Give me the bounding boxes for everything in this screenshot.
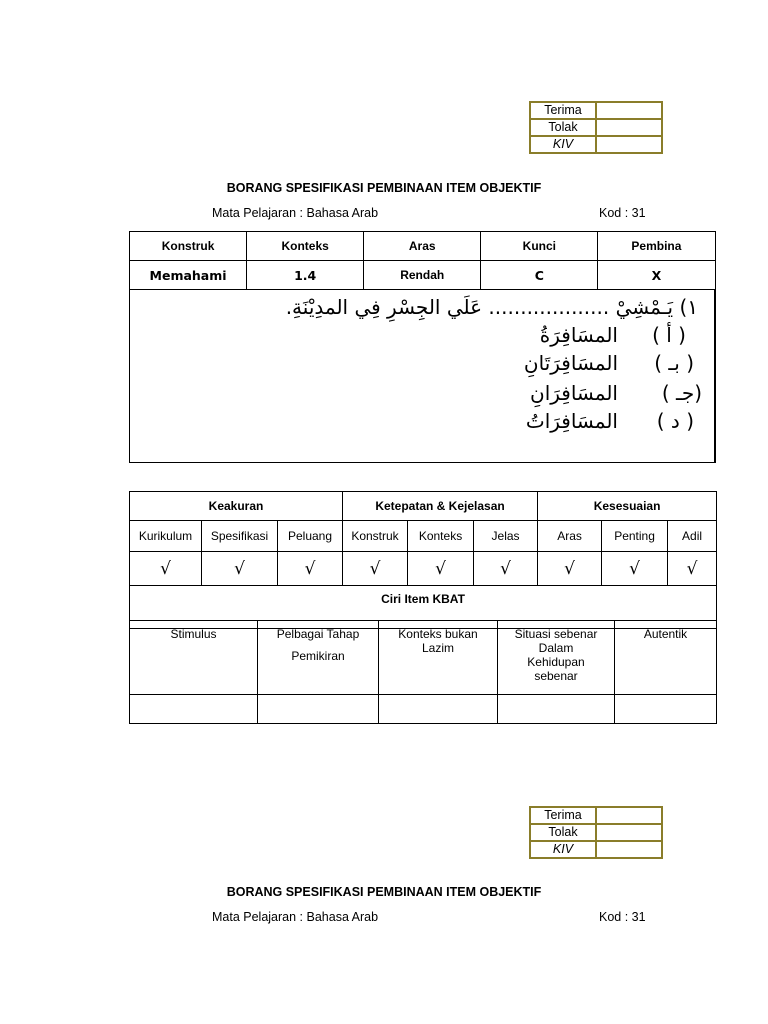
criteria-konteks: Konteks (408, 521, 474, 552)
question-stem (286, 295, 698, 319)
kbat-situasi-line1: Situasi sebenar (514, 627, 598, 641)
question-area (129, 290, 716, 464)
status-kiv-label: KIV (530, 136, 596, 153)
kbat-konteks-line1: Konteks bukan (398, 627, 478, 641)
kbat-situasi-entry[interactable] (498, 695, 615, 724)
group-ketepatan: Ketepatan & Kejelasan (343, 492, 538, 521)
kbat-pelbagai-spacer (258, 641, 378, 649)
option-b-text: المسَافِرَتَانِ (523, 351, 618, 375)
header-konteks: Konteks (247, 232, 364, 261)
code-label: Kod : 31 (599, 206, 646, 220)
option-d-label: ( د ) (656, 409, 694, 433)
check-penting[interactable]: √ (602, 552, 668, 586)
question-text: يَـمْشِيْ ................... عَلَي الجِسْرِ فِي المدِيْنَةِ. (285, 295, 674, 319)
check-adil[interactable]: √ (668, 552, 717, 586)
kbat-situasi-line3: Kehidupan (527, 655, 585, 669)
option-c-text: المسَافِرَانِ (530, 381, 618, 405)
status2-kiv-label: KIV (530, 841, 596, 858)
status-terima-box[interactable] (596, 102, 662, 119)
check-spesifikasi[interactable]: √ (202, 552, 278, 586)
kbat-konteks-entry[interactable] (379, 695, 498, 724)
status2-terima-label: Terima (530, 807, 596, 824)
status2-terima-box[interactable] (596, 807, 662, 824)
group-keakuran: Keakuran (130, 492, 343, 521)
header-konstruk: Konstruk (130, 232, 247, 261)
group-kesesuaian: Kesesuaian (538, 492, 717, 521)
check-konstruk[interactable]: √ (343, 552, 408, 586)
option-c-label: (جـ ) (661, 381, 702, 405)
kbat-autentik-label: Autentik (643, 627, 688, 641)
criteria-spesifikasi: Spesifikasi (202, 521, 278, 552)
option-a-text: المسَافِرَةُ (539, 323, 618, 347)
value-konstruk: Memahami (130, 261, 247, 290)
kbat-table (129, 620, 717, 724)
criteria-kurikulum: Kurikulum (130, 521, 202, 552)
status-tolak-label: Tolak (530, 119, 596, 136)
kbat-konteks-bukan-lazim (379, 621, 498, 695)
kbat-situasi-line2: Dalam (538, 641, 574, 655)
criteria-konstruk: Konstruk (343, 521, 408, 552)
check-jelas[interactable]: √ (474, 552, 538, 586)
subject-label: Mata Pelajaran : Bahasa Arab (212, 206, 379, 220)
kbat-title: Ciri Item KBAT (130, 586, 717, 629)
kbat-autentik-entry[interactable] (615, 695, 717, 724)
check-peluang[interactable]: √ (278, 552, 343, 586)
form-title: BORANG SPESIFIKASI PEMBINAAN ITEM OBJEKTIF (226, 181, 542, 195)
subject-label-2: Mata Pelajaran : Bahasa Arab (212, 910, 379, 924)
value-pembina: X (598, 261, 715, 290)
status-box-2 (529, 806, 663, 859)
option-d-text: المسَافِرَاتُ (525, 409, 618, 433)
kbat-stimulus (130, 621, 258, 695)
criteria-penting: Penting (602, 521, 668, 552)
criteria-peluang: Peluang (278, 521, 343, 552)
kbat-pelbagai-tahap (258, 621, 379, 695)
option-b-label: ( بـ ) (654, 351, 694, 375)
criteria-adil: Adil (668, 521, 717, 552)
status-tolak-box[interactable] (596, 119, 662, 136)
kbat-autentik (615, 621, 717, 695)
kbat-situasi-sebenar (498, 621, 615, 695)
check-aras[interactable]: √ (538, 552, 602, 586)
status2-tolak-label: Tolak (530, 824, 596, 841)
header-kunci: Kunci (481, 232, 598, 261)
value-aras: Rendah (364, 261, 481, 290)
kbat-pelbagai-line3: Pemikiran (291, 649, 345, 663)
status-box (529, 101, 663, 154)
option-a-label: ( أ ) (652, 323, 686, 347)
kbat-stimulus-entry[interactable] (130, 695, 258, 724)
header-pembina: Pembina (598, 232, 715, 261)
kbat-stimulus-label: Stimulus (170, 627, 217, 641)
code-label-2: Kod : 31 (599, 910, 646, 924)
kbat-konteks-line2: Lazim (421, 641, 454, 655)
criteria-aras: Aras (538, 521, 602, 552)
check-kurikulum[interactable]: √ (130, 552, 202, 586)
criteria-jelas: Jelas (474, 521, 538, 552)
status-kiv-box[interactable] (596, 136, 662, 153)
kbat-situasi-line4: sebenar (534, 669, 578, 683)
check-konteks[interactable]: √ (408, 552, 474, 586)
status-terima-label: Terima (530, 102, 596, 119)
form-title-2: BORANG SPESIFIKASI PEMBINAAN ITEM OBJEKTIF (226, 885, 542, 899)
header-aras: Aras (364, 232, 481, 261)
value-konteks: 1.4 (247, 261, 364, 290)
status2-tolak-box[interactable] (596, 824, 662, 841)
kbat-pelbagai-entry[interactable] (258, 695, 379, 724)
evaluation-table (129, 491, 717, 629)
kbat-pelbagai-line1: Pelbagai Tahap (276, 627, 360, 641)
status2-kiv-box[interactable] (596, 841, 662, 858)
question-number: ١) (679, 295, 698, 319)
value-kunci: C (481, 261, 598, 290)
